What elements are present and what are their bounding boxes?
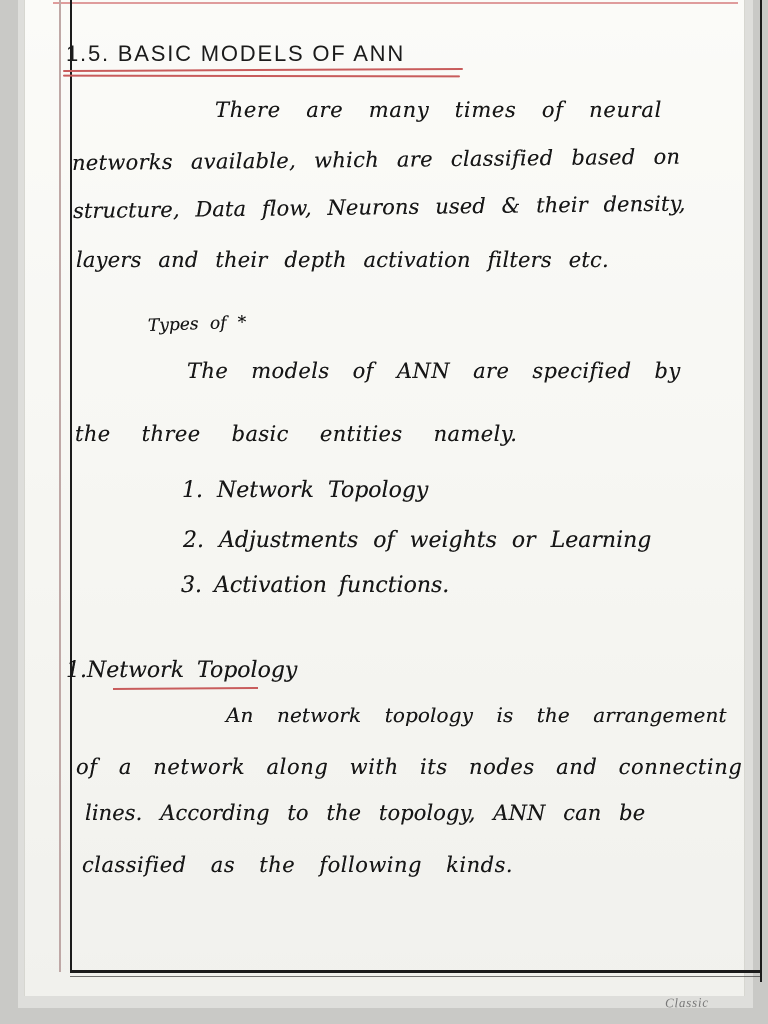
notebook-page [24,0,745,996]
intro-line-3: structure, Data flow, Neurons used & their density, [72,191,686,223]
notebook-margin-line [59,0,61,972]
topology-line-2: of a network along with its nodes and connecting [76,755,743,779]
intro-line-4: layers and their depth activation filters etc. [76,248,609,272]
topology-line-4: classified as the following kinds. [82,853,514,877]
page-border-left [70,0,72,972]
topology-line-3: lines. According to the topology, ANN can be [85,801,646,825]
heading-underline-lower [63,75,460,78]
top-red-rule [53,2,738,4]
page-border-bottom [70,970,762,973]
page-border-bottom-secondary [70,976,760,977]
section-title-network-topology: 1.Network Topology [66,658,298,683]
notebook-brand-mark: Classic [664,994,710,1011]
list-item-activation-functions: 3. Activation functions. [181,573,450,598]
models-line-1: The models of ANN are specified by [187,359,681,383]
page-border-right [760,0,762,982]
heading-underline-upper [63,68,463,72]
list-item-adjustments-weights: 2. Adjustments of weights or Learning [183,528,652,553]
list-item-network-topology: 1. Network Topology [182,478,429,503]
types-label: Types of * [147,312,247,336]
models-line-2: the three basic entities namely. [75,422,518,446]
intro-line-2: networks available, which are classified based on [71,144,681,175]
intro-line-1: There are many times of neural [215,98,663,122]
page-heading: 1.5. BASIC MODELS OF ANN [66,41,406,66]
section-title-underline [113,687,258,690]
topology-line-1: An network topology is the arrangement [226,703,727,727]
